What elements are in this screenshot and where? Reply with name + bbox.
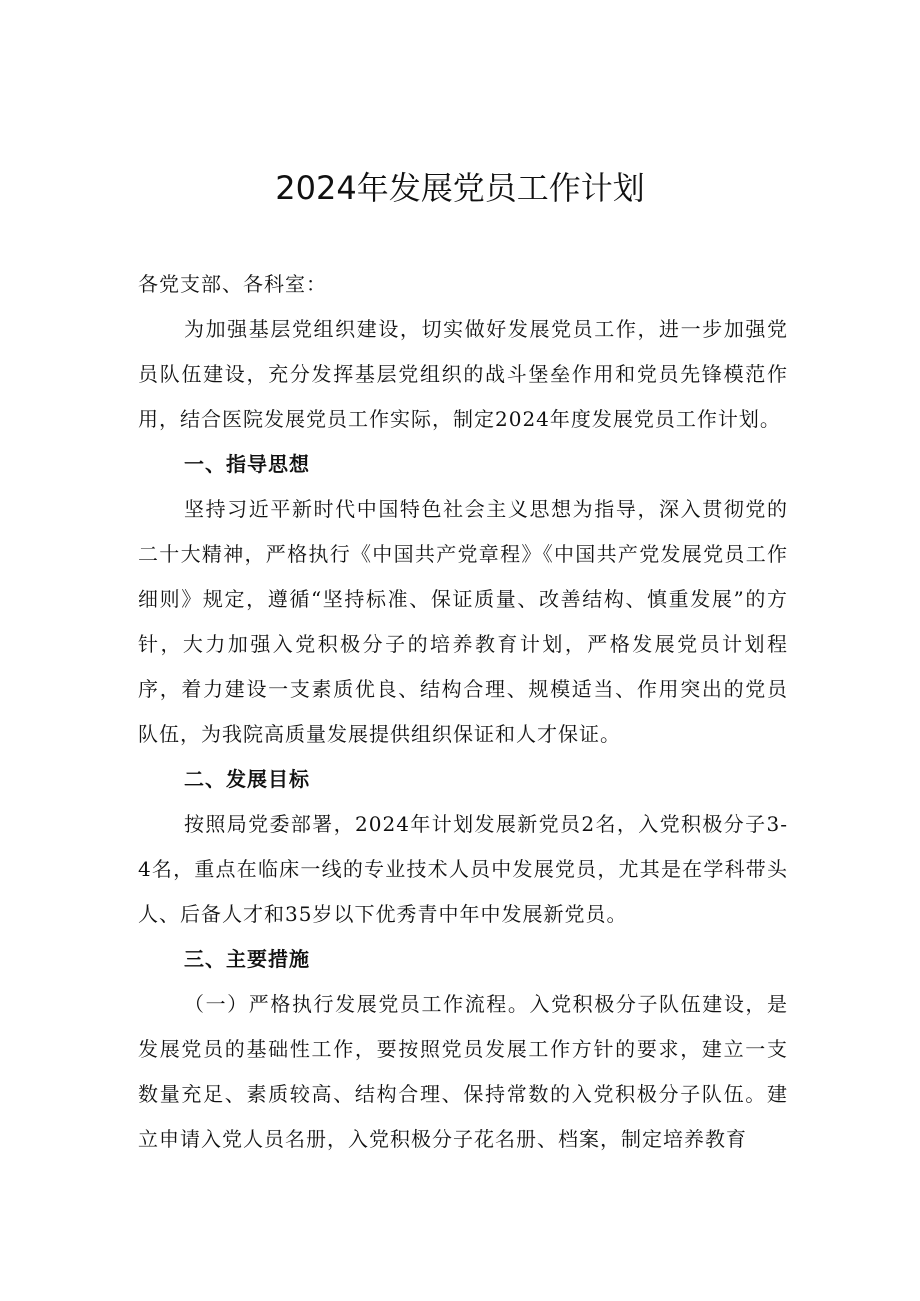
section-heading-guiding-ideology: 一、指导思想 — [184, 452, 310, 476]
section-heading-development-goals: 二、发展目标 — [184, 767, 310, 791]
section-heading-main-measures: 三、主要措施 — [184, 947, 310, 971]
section-paragraph-guiding-ideology: 坚持习近平新时代中国特色社会主义思想为指导，深入贯彻党的二十大精神，严格执行《中国共产党章程》《中国共产党发展党员工作细则》规定，遵循“坚持标准、保证质量、改善结构、慎重发展”的方针，大力加强入党积极分子的培养教育计划，严格发展党员计划程序，着力建设一支素质优良、结构合理、规模适当、作用突出的党员队伍，为我院高质量发展提供组织保证和人才保证。 — [138, 497, 788, 746]
salutation: 各党支部、各科室： — [138, 272, 327, 296]
section-paragraph-development-goals: 按照局党委部署，2024年计划发展新党员2名，入党积极分子3-4名，重点在临床一线的专业技术人员中发展党员，尤其是在学科带头人、后备人才和35岁以下优秀青中年中发展新党员。 — [138, 812, 788, 926]
document-title: 2024年发展党员工作计划 — [275, 169, 645, 207]
intro-paragraph: 为加强基层党组织建设，切实做好发展党员工作，进一步加强党员队伍建设，充分发挥基层党组织的战斗堡垒作用和党员先锋模范作用，结合医院发展党员工作实际，制定2024年度发展党员工作计划。 — [138, 317, 788, 431]
section-paragraph-main-measures: （一）严格执行发展党员工作流程。入党积极分子队伍建设，是发展党员的基础性工作，要按照党员发展工作方针的要求，建立一支数量充足、素质较高、结构合理、保持常数的入党积极分子队伍。建立申请入党人员名册，入党积极分子花名册、档案，制定培养教育 — [138, 992, 788, 1151]
document-body — [138, 262, 788, 1162]
